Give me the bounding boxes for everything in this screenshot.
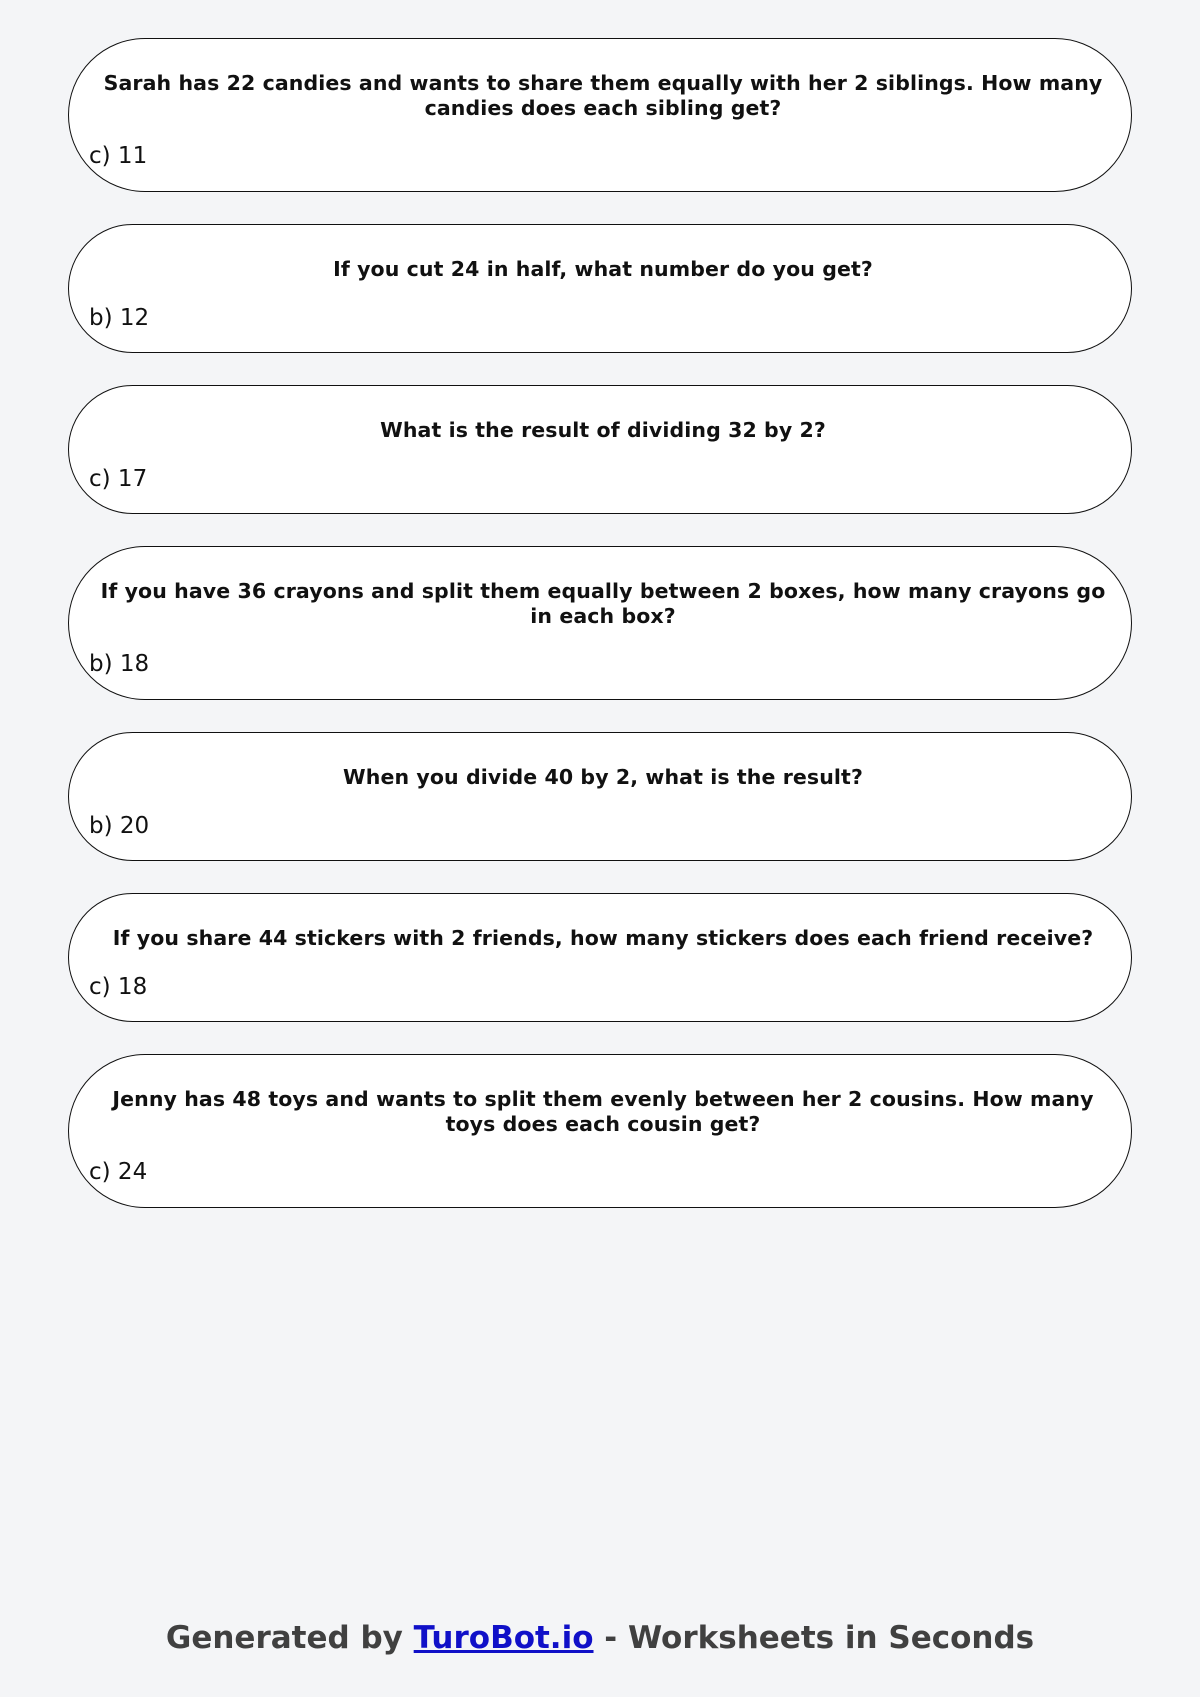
question-card [68, 385, 1132, 514]
answer-text: c) 17 [89, 466, 148, 492]
footer-prefix: Generated by [165, 1620, 414, 1656]
answer-text: b) 20 [89, 813, 150, 839]
question-list [68, 38, 1132, 1240]
answer-text: b) 12 [89, 305, 150, 331]
question-card [68, 224, 1132, 353]
answer-text: c) 18 [89, 974, 148, 1000]
question-text: What is the result of dividing 32 by 2? [380, 418, 826, 442]
answer-text: b) 18 [89, 651, 150, 677]
question-card [68, 38, 1132, 192]
answer-text: c) 24 [89, 1159, 148, 1185]
answer-text: c) 11 [89, 143, 148, 169]
question-card [68, 893, 1132, 1022]
turobot-link[interactable]: TuroBot.io [413, 1620, 594, 1656]
question-text: Jenny has 48 toys and wants to split them evenly between her 2 cousins. How many toys does each cousin get? [112, 1087, 1094, 1136]
question-card [68, 732, 1132, 861]
question-text: If you cut 24 in half, what number do you get? [333, 257, 873, 281]
question-text: When you divide 40 by 2, what is the result? [343, 765, 863, 789]
question-text: If you have 36 crayons and split them equally between 2 boxes, how many crayons go in each box? [100, 579, 1106, 628]
question-text: If you share 44 stickers with 2 friends, how many stickers does each friend receive? [112, 926, 1094, 950]
question-text: Sarah has 22 candies and wants to share them equally with her 2 siblings. How many candies does each sibling get? [103, 71, 1103, 120]
footer-suffix: - Worksheets in Seconds [593, 1620, 1035, 1656]
question-card [68, 546, 1132, 700]
footer [0, 1620, 1200, 1656]
question-card [68, 1054, 1132, 1208]
